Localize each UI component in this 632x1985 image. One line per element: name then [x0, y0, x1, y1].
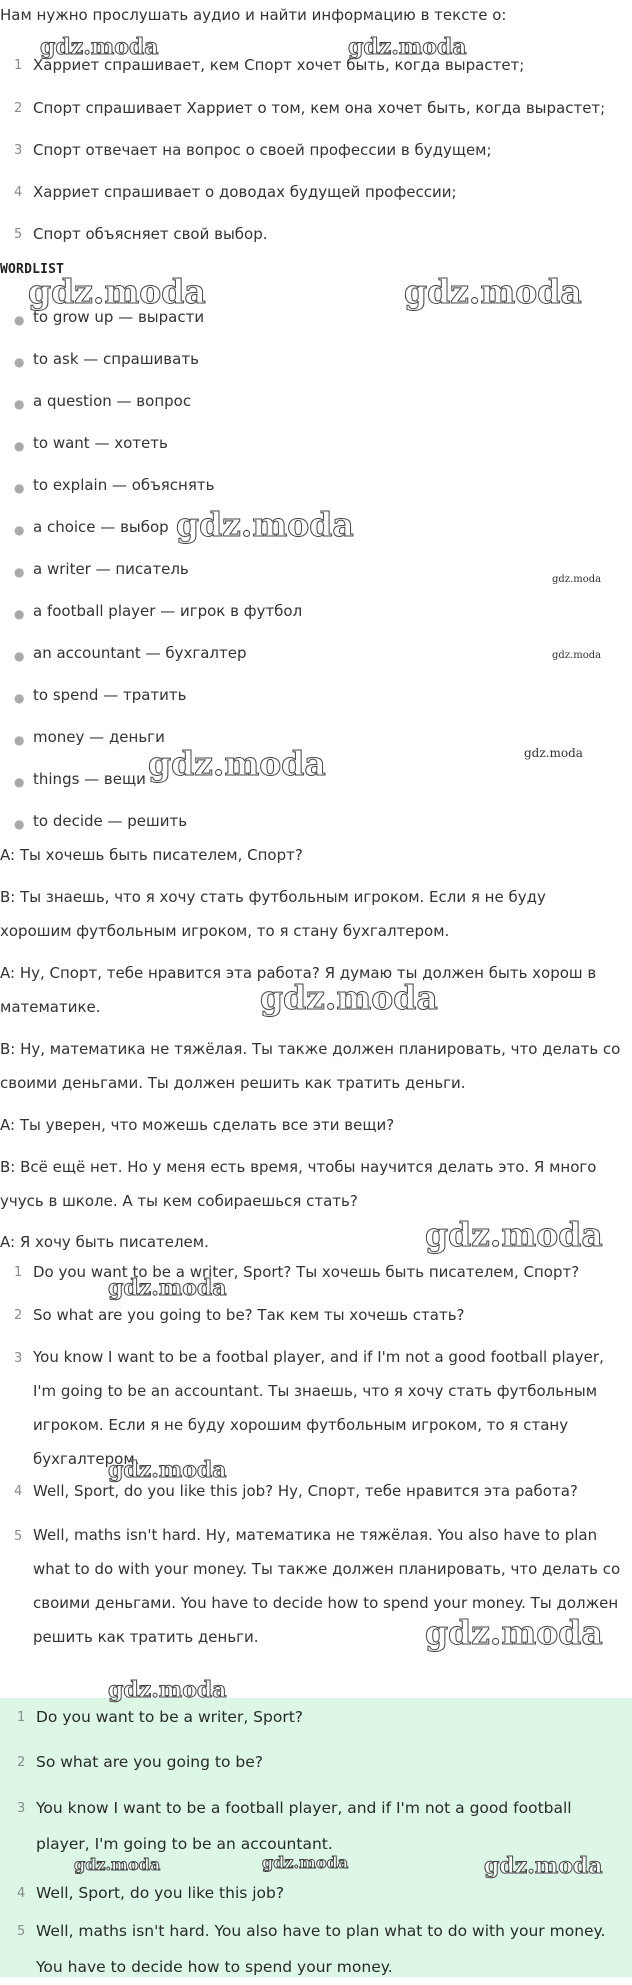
task-item: Спорт спрашивает Харриет о том, кем она хочет быть, когда вырастет; — [33, 99, 606, 117]
task-item: Харриет спрашивает, кем Спорт хочет быть, когда вырастет; — [33, 56, 525, 74]
watermark-logo: gdz.moda — [148, 744, 326, 783]
wordlist-item: to grow up — вырасти — [33, 308, 205, 326]
watermark-logo: gdz.moda — [484, 1853, 603, 1879]
wordlist-title: WORDLIST — [0, 262, 65, 277]
dialogue-line: B: Ты знаешь, что я хочу стать футбольным игроком. Если я не буду хорошим футбольным игроком, то я стану бухгалтером. — [0, 888, 546, 940]
task-item: Харриет спрашивает о доводах будущей профессии; — [33, 183, 457, 201]
pair-number: 2 — [14, 1308, 23, 1323]
task-item: Спорт объясняет свой выбор. — [33, 225, 268, 243]
answer-item: Do you want to be a writer, Sport? — [36, 1708, 304, 1726]
bullet-icon: ● — [14, 355, 25, 369]
watermark-logo: gdz.moda — [108, 1275, 227, 1301]
answer-item: Well, maths isn't hard. You also have to plan what to do with your money. You have to decide how to spend your money. — [36, 1922, 606, 1976]
wordlist-item: a choice — выбор — [33, 518, 169, 536]
wordlist-item: things — вещи — [33, 770, 146, 788]
task-number: 1 — [14, 58, 23, 73]
wordlist-item: a writer — писатель — [33, 560, 189, 578]
bullet-icon: ● — [14, 439, 25, 453]
pair-number: 1 — [14, 1265, 23, 1280]
pair-number: 4 — [14, 1484, 23, 1499]
pair-number: 3 — [14, 1351, 23, 1366]
bullet-icon: ● — [14, 523, 25, 537]
bullet-icon: ● — [14, 817, 25, 831]
watermark-logo: gdz.moda — [524, 746, 583, 760]
pair-number: 5 — [14, 1529, 23, 1544]
wordlist-item: a question — вопрос — [33, 392, 192, 410]
answer-number: 3 — [17, 1801, 26, 1816]
dialogue-line: B: Всё ещё нет. Но у меня есть время, чтобы научится делать это. Я много учусь в школе. А ты кем собираешься стать? — [0, 1158, 597, 1210]
answer-item: Well, Sport, do you like this job? — [36, 1884, 285, 1902]
watermark-logo: gdz.moda — [40, 34, 159, 60]
bullet-icon: ● — [14, 565, 25, 579]
dialogue-line: B: Ну, математика не тяжёлая. Ты также должен планировать, что делать со своими деньгами. Ты должен решить как тратить деньги. — [0, 1040, 621, 1092]
bullet-icon: ● — [14, 397, 25, 411]
watermark-logo: gdz.moda — [404, 272, 582, 311]
watermark-logo: gdz.moda — [108, 1457, 227, 1483]
answer-number: 5 — [17, 1924, 26, 1939]
answer-item: You know I want to be a football player, and if I'm not a good football player, I'm going to be an accountant. — [36, 1799, 572, 1853]
watermark-logo: gdz.moda — [552, 574, 602, 585]
bullet-icon: ● — [14, 649, 25, 663]
watermark-logo: gdz.moda — [28, 272, 206, 311]
answer-number: 1 — [17, 1710, 26, 1725]
wordlist-item: to want — хотеть — [33, 434, 168, 452]
watermark-logo: gdz.moda — [425, 1215, 603, 1254]
answer-item: So what are you going to be? — [36, 1753, 263, 1771]
wordlist-item: to ask — спрашивать — [33, 350, 199, 368]
pair-item: Well, Sport, do you like this job? Ну, Спорт, тебе нравится эта работа? — [33, 1482, 578, 1500]
bullet-icon: ● — [14, 733, 25, 747]
task-item: Спорт отвечает на вопрос о своей профессии в будущем; — [33, 141, 492, 159]
pair-item: Do you want to be a writer, Sport? Ты хочешь быть писателем, Спорт? — [33, 1263, 580, 1281]
wordlist-item: an accountant — бухгалтер — [33, 644, 247, 662]
task-number: 3 — [14, 143, 23, 158]
pair-item: Well, maths isn't hard. Ну, математика не тяжёлая. You also have to plan what to do with your money. Ты также должен планировать, что делать со своими деньгами. You have to decide how to spend your money. Ты должен решить как тратить деньги. — [33, 1526, 621, 1646]
bullet-icon: ● — [14, 607, 25, 621]
watermark-logo: gdz.moda — [552, 650, 602, 661]
task-number: 5 — [14, 227, 23, 242]
wordlist-item: to decide — решить — [33, 812, 188, 830]
answer-number: 4 — [17, 1886, 26, 1901]
dialogue-line: A: Ты уверен, что можешь сделать все эти вещи? — [0, 1116, 395, 1134]
watermark-logo: gdz.moda — [348, 34, 467, 60]
answer-number: 2 — [17, 1755, 26, 1770]
pair-item: So what are you going to be? Так кем ты хочешь стать? — [33, 1306, 465, 1324]
task-number: 4 — [14, 185, 23, 200]
bullet-icon: ● — [14, 775, 25, 789]
answer-block — [0, 1698, 632, 1977]
bullet-icon: ● — [14, 313, 25, 327]
wordlist-item: to spend — тратить — [33, 686, 187, 704]
wordlist-item: money — деньги — [33, 728, 165, 746]
watermark-logo: gdz.moda — [74, 1855, 161, 1874]
watermark-logo: gdz.moda — [176, 505, 354, 544]
task-number: 2 — [14, 101, 23, 116]
watermark-logo: gdz.moda — [425, 1613, 603, 1652]
dialogue-line: A: Я хочу быть писателем. — [0, 1233, 209, 1251]
intro-text: Нам нужно прослушать аудио и найти информацию в тексте о: — [0, 6, 507, 24]
watermark-logo: gdz.moda — [260, 978, 438, 1017]
dialogue-line: A: Ты хочешь быть писателем, Спорт? — [0, 846, 303, 864]
watermark-logo: gdz.moda — [262, 1853, 349, 1872]
bullet-icon: ● — [14, 691, 25, 705]
watermark-logo: gdz.moda — [108, 1677, 227, 1703]
dialogue-line: A: Ну, Спорт, тебе нравится эта работа? Я думаю ты должен быть хорош в математике. — [0, 964, 597, 1016]
wordlist-item: to explain — объяснять — [33, 476, 215, 494]
pair-item: You know I want to be a footbal player, and if I'm not a good football player, I'm going to be an accountant. Ты знаешь, что я хочу стать футбольным игроком. Если я не буду хорошим футбольным игроком, то я стану бухгалтером. — [33, 1348, 604, 1468]
wordlist-item: a football player — игрок в футбол — [33, 602, 303, 620]
bullet-icon: ● — [14, 481, 25, 495]
